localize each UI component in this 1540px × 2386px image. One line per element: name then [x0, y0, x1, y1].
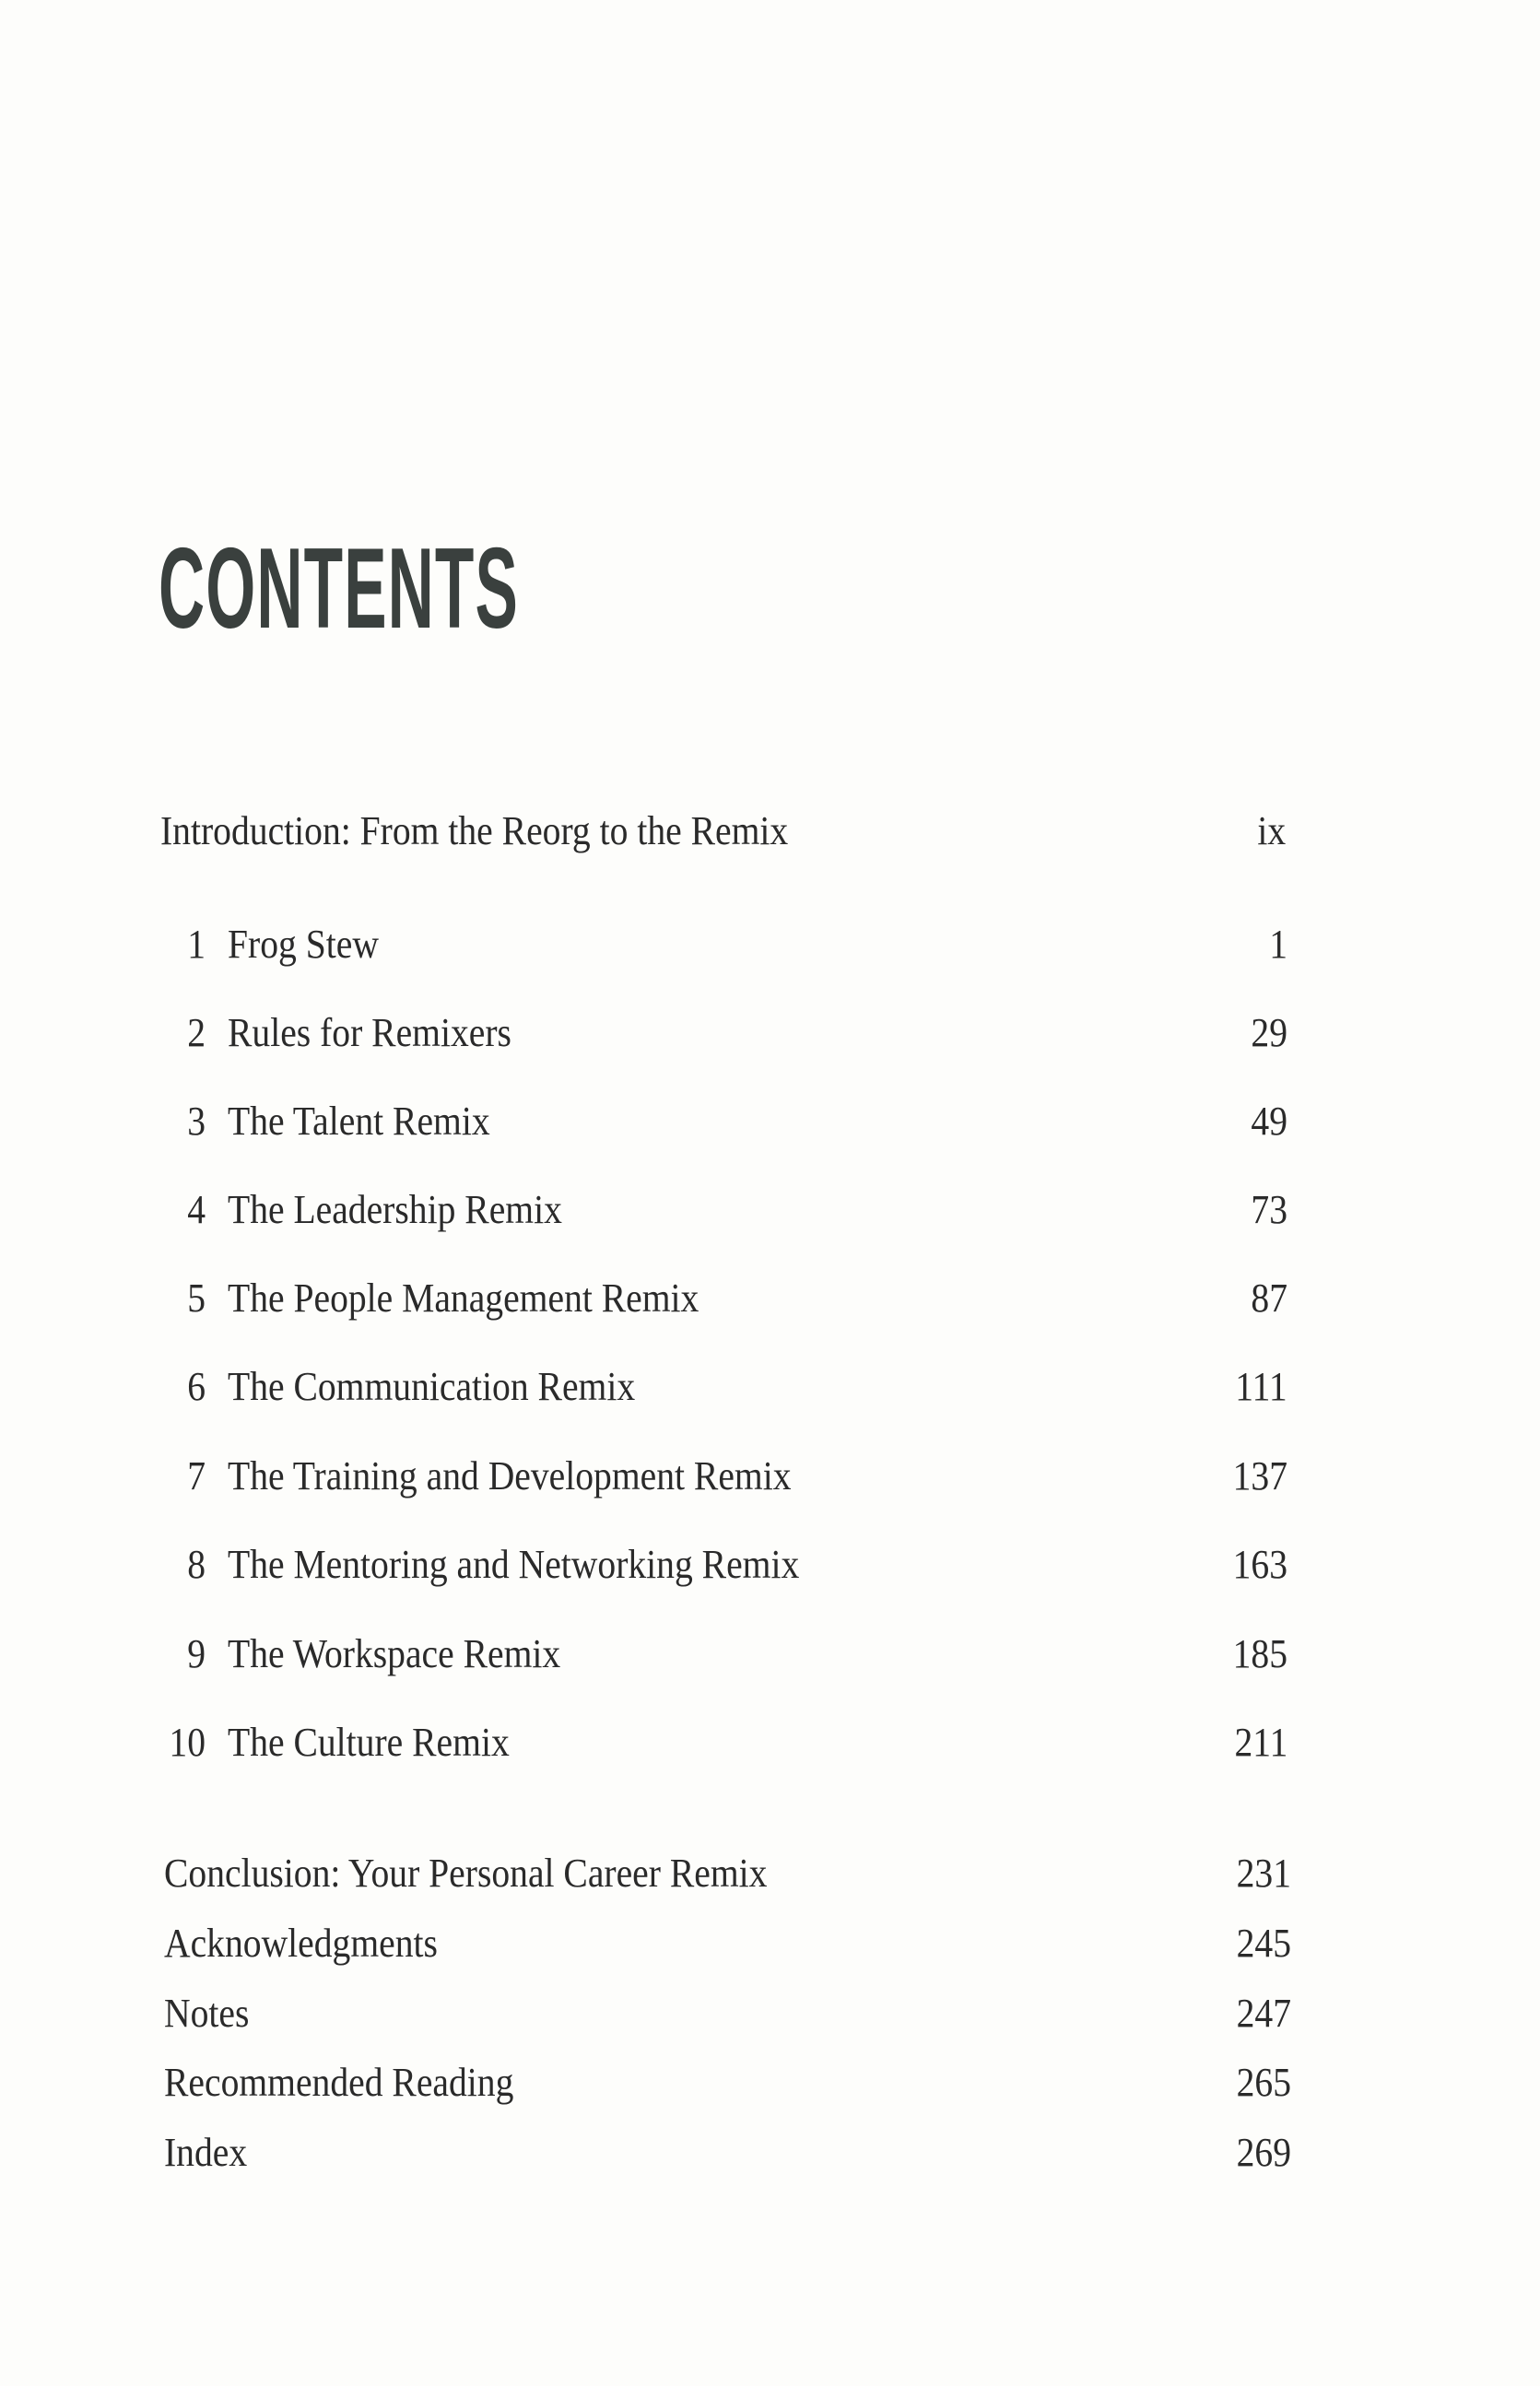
entry-page-number: 247: [1236, 1991, 1291, 2036]
chapter-number: 1: [187, 922, 206, 967]
toc-entry-chapter[interactable]: [0, 1005, 1540, 1061]
toc-entry-introduction[interactable]: [0, 804, 1540, 859]
chapter-title: The Workspace Remix: [228, 1631, 561, 1676]
chapter-title: The Culture Remix: [228, 1720, 510, 1765]
chapter-title: Frog Stew: [228, 922, 379, 967]
chapter-number: 4: [187, 1187, 206, 1232]
entry-title: Conclusion: Your Personal Career Remix: [164, 1851, 768, 1896]
chapter-title: The Mentoring and Networking Remix: [228, 1542, 800, 1587]
entry-page-number: 211: [1234, 1720, 1287, 1765]
chapter-number: 9: [187, 1631, 206, 1676]
toc-entry-notes[interactable]: [0, 1986, 1540, 2041]
chapter-number: 2: [187, 1010, 206, 1055]
entry-page-number: 137: [1232, 1453, 1287, 1499]
chapter-title: The Training and Development Remix: [228, 1453, 792, 1499]
chapter-number: 5: [187, 1275, 206, 1321]
entry-page-number: ix: [1257, 808, 1286, 853]
page-title: CONTENTS: [159, 525, 519, 652]
chapter-number: 10: [169, 1720, 206, 1765]
toc-entry-chapter[interactable]: [0, 1627, 1540, 1682]
chapter-number: 3: [187, 1099, 206, 1144]
toc-entry-chapter[interactable]: [0, 1359, 1540, 1415]
toc-entry-chapter[interactable]: [0, 1715, 1540, 1770]
toc-entry-index[interactable]: [0, 2125, 1540, 2180]
toc-entry-recommended-reading[interactable]: [0, 2055, 1540, 2110]
toc-entry-chapter[interactable]: [0, 1182, 1540, 1238]
toc-entry-chapter[interactable]: [0, 1271, 1540, 1326]
toc-entry-chapter[interactable]: [0, 917, 1540, 972]
entry-title: Acknowledgments: [164, 1921, 438, 1966]
chapter-number: 6: [187, 1364, 206, 1409]
entry-page-number: 231: [1236, 1851, 1291, 1896]
chapter-number: 7: [187, 1453, 206, 1499]
entry-page-number: 87: [1251, 1275, 1287, 1321]
toc-entry-chapter[interactable]: [0, 1094, 1540, 1149]
entry-page-number: 185: [1232, 1631, 1287, 1676]
toc-entry-chapter[interactable]: [0, 1449, 1540, 1504]
chapter-number: 8: [187, 1542, 206, 1587]
chapter-title: The Communication Remix: [228, 1364, 636, 1409]
toc-entry-acknowledgments[interactable]: [0, 1916, 1540, 1971]
entry-page-number: 73: [1251, 1187, 1287, 1232]
chapter-title: The Leadership Remix: [228, 1187, 562, 1232]
entry-page-number: 111: [1235, 1364, 1287, 1409]
entry-page-number: 269: [1236, 2130, 1291, 2175]
entry-title: Notes: [164, 1991, 250, 2036]
entry-page-number: 265: [1236, 2060, 1291, 2105]
chapter-title: The Talent Remix: [228, 1099, 490, 1144]
entry-page-number: 1: [1269, 922, 1287, 967]
entry-page-number: 29: [1251, 1010, 1287, 1055]
chapter-title: Rules for Remixers: [228, 1010, 511, 1055]
chapter-title: The People Management Remix: [228, 1275, 699, 1321]
entry-title: Recommended Reading: [164, 2060, 514, 2105]
entry-title: Index: [164, 2130, 248, 2175]
entry-page-number: 245: [1236, 1921, 1291, 1966]
entry-page-number: 163: [1232, 1542, 1287, 1587]
toc-entry-chapter[interactable]: [0, 1537, 1540, 1593]
entry-title: Introduction: From the Reorg to the Remix: [160, 808, 789, 853]
toc-entry-conclusion[interactable]: [0, 1846, 1540, 1901]
entry-page-number: 49: [1251, 1099, 1287, 1144]
